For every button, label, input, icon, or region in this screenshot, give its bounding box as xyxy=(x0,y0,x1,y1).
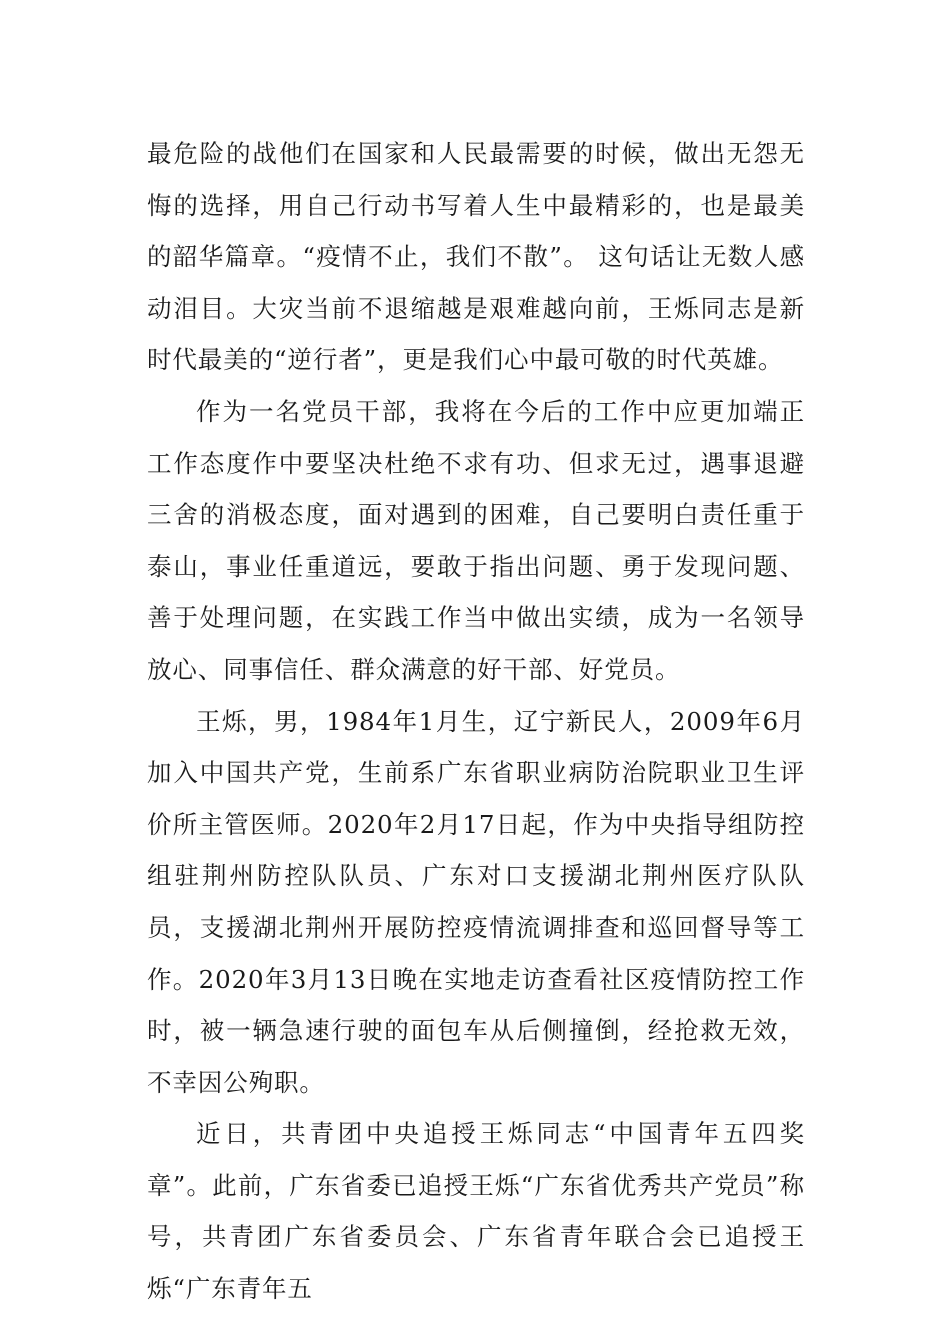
paragraph-continued: 最危险的战他们在国家和人民最需要的时候，做出无怨无悔的选择，用自己行动书写着人生中最精彩的，也是最美的韶华篇章。“疫情不止，我们不散”。 这句话让无数人感动泪目。大灾当前不退缩越是艰难越向前，王烁同志是新时代最美的“逆行者”，更是我们心中最可敬的时代英雄。 xyxy=(147,139,805,375)
paragraph-party-member-pledge: 作为一名党员干部，我将在今后的工作中应更加端正工作态度作中要坚决杜绝不求有功、但求无过，遇事退避三舍的消极态度，面对遇到的困难，自己要明白责任重于泰山，事业任重道远，要敢于指出问题、勇于发现问题、善于处理问题，在实践工作当中做出实绩，成为一名领导放心、同事信任、群众满意的好干部、好党员。 xyxy=(147,396,805,684)
document-body xyxy=(147,128,805,1315)
paragraph-honors: 近日，共青团中央追授王烁同志“中国青年五四奖章”。此前，广东省委已追授王烁“广东省优秀共产党员”称号，共青团广东省委员会、广东省青年联合会已追授王烁“广东青年五 xyxy=(147,1119,805,1304)
paragraph-biography: 王烁，男，1984年1月生，辽宁新民人，2009年6月加入中国共产党，生前系广东省职业病防治院职业卫生评价所主管医师。2020年2月17日起，作为中央指导组防控组驻荆州防控队队员、广东对口支援湖北荆州医疗队队员，支援湖北荆州开展防控疫情流调排查和巡回督导等工作。2020年3月13日晚在实地走访查看社区疫情防控工作时，被一辆急速行驶的面包车从后侧撞倒，经抢救无效，不幸因公殉职。 xyxy=(147,706,805,1097)
